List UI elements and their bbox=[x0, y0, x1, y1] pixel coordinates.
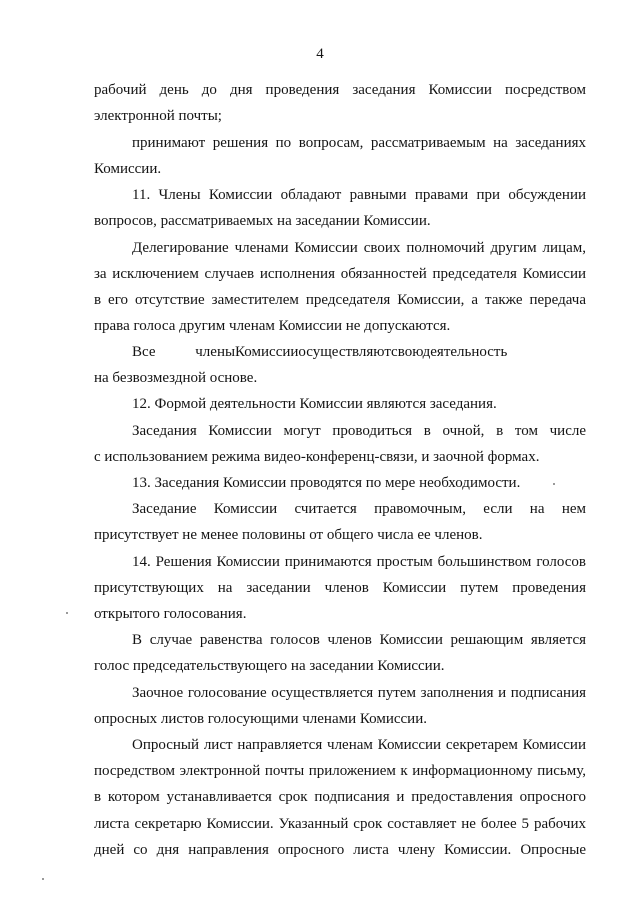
scan-speck bbox=[553, 483, 555, 485]
text-line: присутствует не менее половины от общего числа ее членов. bbox=[94, 527, 483, 543]
text-line: 11. Члены Комиссии обладают равными правами при обсуждении bbox=[132, 187, 586, 203]
scan-speck bbox=[42, 878, 44, 880]
text-line: В случае равенства голосов членов Комиссии решающим является bbox=[132, 632, 586, 648]
text-line: Заочное голосование осуществляется путем заполнения и подписания bbox=[132, 685, 586, 701]
scan-speck bbox=[66, 612, 68, 614]
page-number: 4 bbox=[316, 46, 324, 62]
text-line: 14. Решения Комиссии принимаются простым большинством голосов bbox=[132, 554, 586, 570]
text-line: голос председательствующего на заседании Комиссии. bbox=[94, 658, 445, 674]
text-line: вопросов, рассматриваемых на заседании Комиссии. bbox=[94, 213, 431, 229]
text-line: с использованием режима видео-конференц-связи, и заочной формах. bbox=[94, 449, 540, 465]
text-line: права голоса другим членам Комиссии не допускаются. bbox=[94, 318, 451, 334]
text-line: Опросный лист направляется членам Комиссии секретарем Комиссии bbox=[132, 737, 586, 753]
text-line: в его отсутствие заместителем председателя Комиссии, а также передача bbox=[94, 292, 586, 308]
text-line: опросных листов голосующими членами Комиссии. bbox=[94, 711, 427, 727]
text-line: листа секретарю Комиссии. Указанный срок составляет не более 5 рабочих bbox=[94, 816, 586, 832]
text-line: электронной почты; bbox=[94, 108, 222, 124]
text-line: в котором устанавливается срок подписания и предоставления опросного bbox=[94, 789, 586, 805]
text-line: присутствующих на заседании членов Комиссии путем проведения bbox=[94, 580, 586, 596]
text-line: дней со дня направления опросного листа члену Комиссии. Опросные bbox=[94, 842, 586, 858]
text-line: рабочий день до дня проведения заседания Комиссии посредством bbox=[94, 82, 586, 98]
text-line: на безвозмездной основе. bbox=[94, 370, 258, 386]
text-line: принимают решения по вопросам, рассматриваемым на заседаниях bbox=[132, 135, 586, 151]
text-line: Заседание Комиссии считается правомочным, если на нем bbox=[132, 501, 586, 517]
text-line: Все членыКомиссииосуществляютсвоюдеятельность bbox=[132, 344, 508, 360]
text-line: Комиссии. bbox=[94, 161, 162, 177]
text-line: Заседания Комиссии могут проводиться в очной, в том числе bbox=[132, 423, 586, 439]
text-line: посредством электронной почты приложением к информационному письму, bbox=[94, 763, 586, 779]
text-line: 13. Заседания Комиссии проводятся по мере необходимости. bbox=[132, 475, 521, 491]
text-line: за исключением случаев исполнения обязанностей председателя Комиссии bbox=[94, 266, 586, 282]
text-line: 12. Формой деятельности Комиссии являются заседания. bbox=[132, 396, 497, 412]
text-line: открытого голосования. bbox=[94, 606, 247, 622]
text-line: Делегирование членами Комиссии своих полномочий другим лицам, bbox=[132, 240, 586, 256]
